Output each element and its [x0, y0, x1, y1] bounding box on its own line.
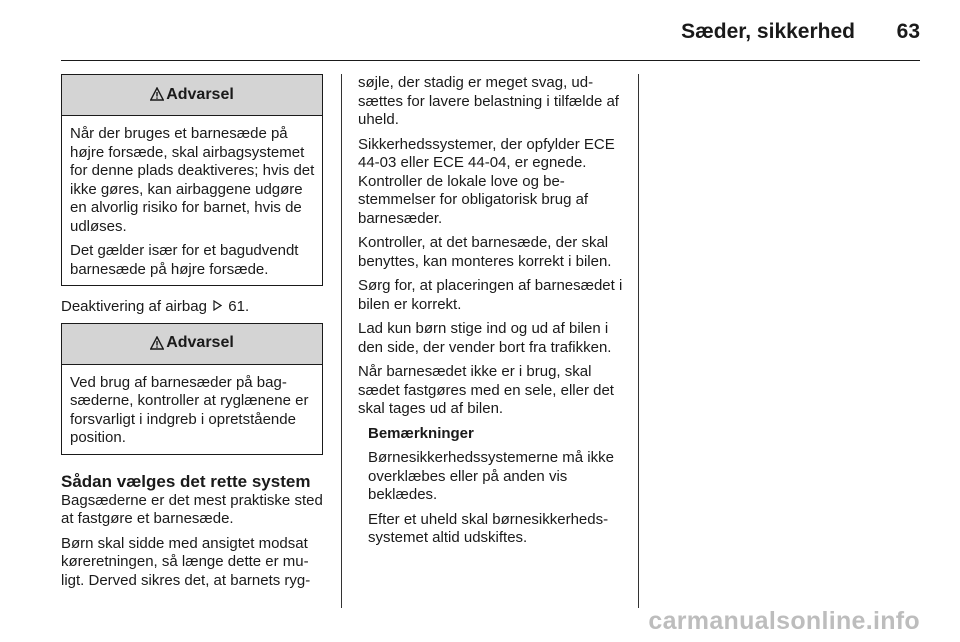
warning-text: Det gælder især for et bagudvendt barnesæde på højre forsæde. — [70, 242, 299, 278]
warning-triangle-icon — [150, 87, 164, 101]
warning-text: Når der bruges et barnesæde på højre forsæde, skal airbagsystemet for denne plads deaktiveres; hvis det ikke gøres, kan airbaggene udgøre en alvorlig risiko for barnet, hvis de udløses. — [70, 125, 315, 235]
section-title: Sæder, sikkerhed — [681, 20, 855, 43]
column-divider — [638, 74, 639, 608]
reference-text: Deaktivering af airbag — [61, 298, 207, 315]
header-rule — [61, 60, 920, 61]
note-text: Efter et uheld skal børnesikkerhedssystemet altid udskiftes. — [368, 510, 609, 546]
warning-header — [62, 324, 322, 365]
body-paragraph: Når barnesædet ikke er i brug, skal sædet fastgøres med en sele, eller det skal tages ud af bilen. — [358, 363, 614, 417]
page-reference-arrow-icon — [213, 300, 222, 311]
body-paragraph: Sikkerhedssystemer, der opfylder ECE 44-03 eller ECE 44-04, er egnede. Kontroller de lokale love og bestemmelser for obligatorisk brug af barnesæder. — [358, 135, 615, 227]
body-paragraph: Kontroller, at det barnesæde, der skal benyttes, kan monteres korrekt i bilen. — [358, 234, 612, 270]
warning-body — [62, 365, 322, 454]
reference-page: 61. — [228, 298, 250, 315]
cross-reference[interactable] — [61, 298, 323, 317]
warning-body — [62, 116, 322, 285]
warning-title: Advarsel — [166, 334, 234, 352]
left-column — [61, 74, 323, 596]
body-paragraph: Bagsæderne er det mest praktiske sted at fastgøre et barnesæde. — [61, 491, 323, 527]
body-paragraph: Børn skal sidde med ansigtet modsat køreretningen, så længe dette er muligt. Derved sikres det, at barnets ryg- — [61, 534, 311, 589]
warning-text: Ved brug af barnesæder på bagsæderne, kontroller at ryglænene er forsvarligt i indgreb i opretstående position. — [70, 373, 309, 446]
note-block — [368, 425, 624, 548]
body-paragraph: søjle, der stadig er meget svag, udsættes for lavere belastning i tilfælde af uheld. — [358, 74, 619, 128]
warning-title: Advarsel — [166, 85, 234, 103]
column-divider — [341, 74, 342, 608]
section-heading: Sådan vælges det rette system — [61, 471, 311, 491]
note-title: Bemærkninger — [368, 424, 474, 442]
warning-triangle-icon — [150, 336, 164, 350]
body-paragraph: Sørg for, at placeringen af barnesædet i bilen er korrekt. — [358, 277, 623, 313]
page-header — [0, 14, 960, 54]
middle-column — [358, 74, 624, 554]
warning-header — [62, 75, 322, 116]
warning-box — [61, 74, 323, 286]
note-text: Børnesikkerhedssystemerne må ikke overklæbes eller på anden vis beklædes. — [368, 449, 614, 503]
watermark: carmanualsonline.info — [648, 607, 920, 635]
warning-box — [61, 323, 323, 455]
page-number: 63 — [896, 20, 920, 43]
body-paragraph: Lad kun børn stige ind og ud af bilen i den side, der vender bort fra trafikken. — [358, 320, 612, 356]
